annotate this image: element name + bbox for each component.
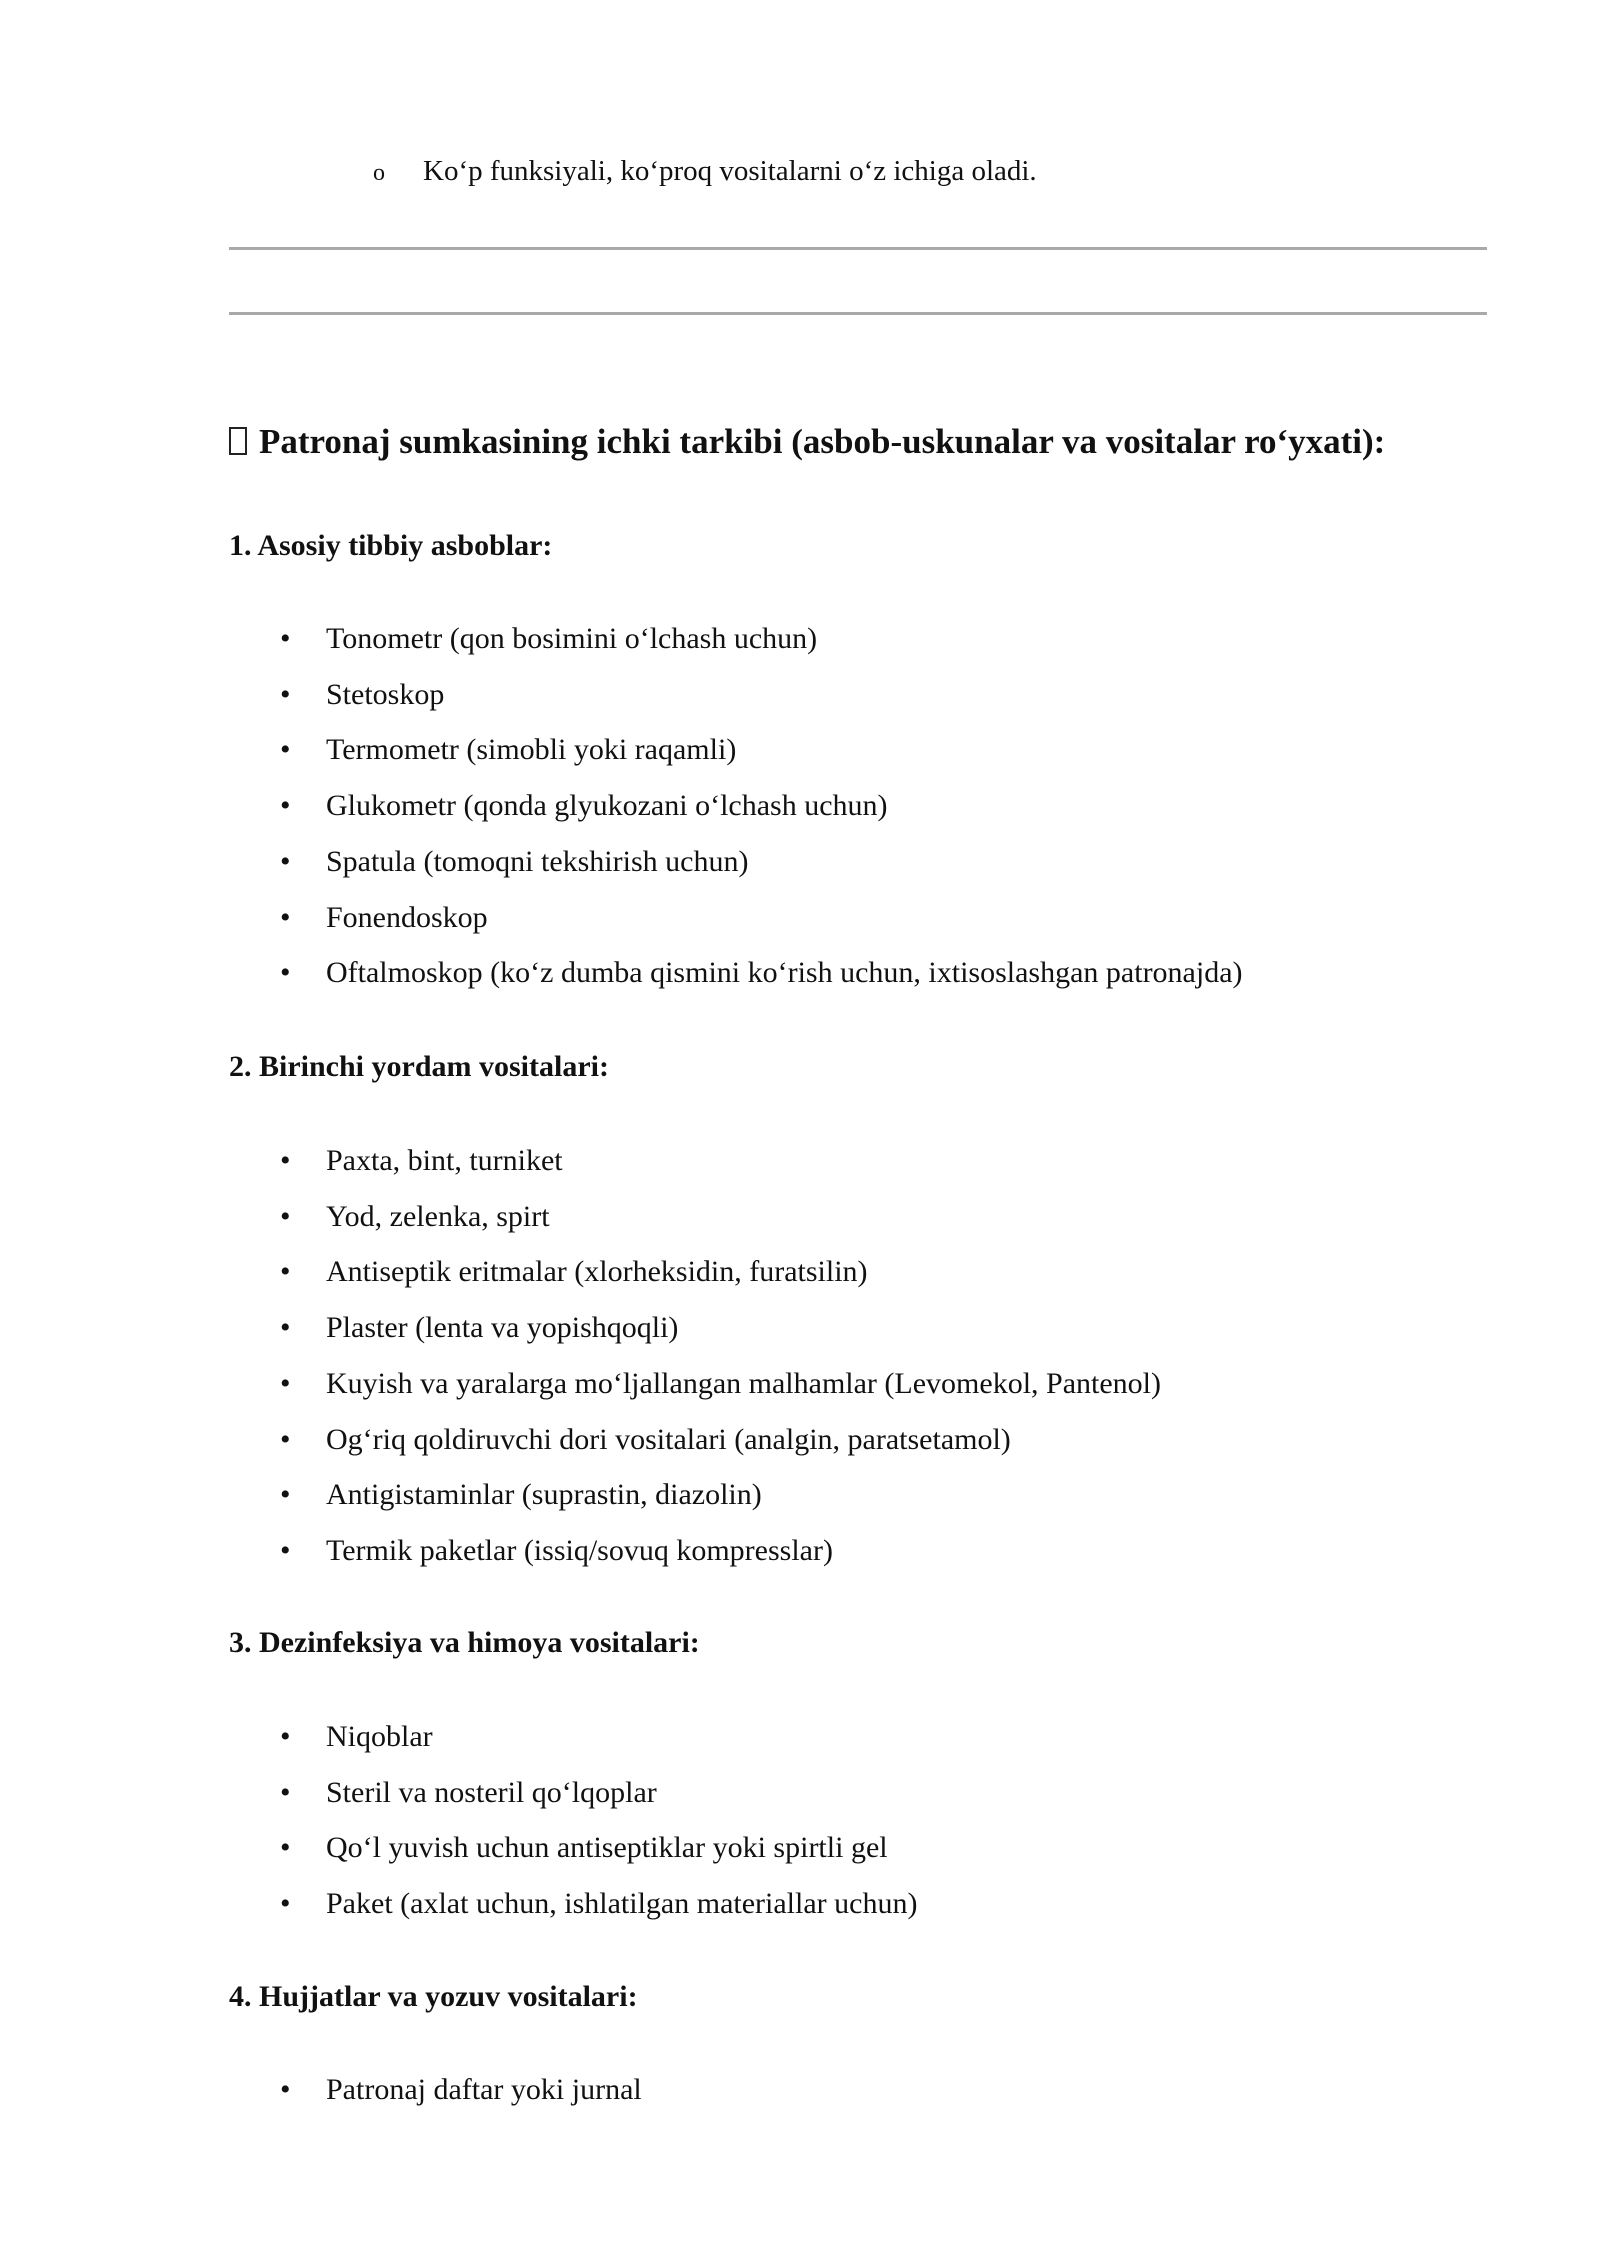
section-heading-4: 4. Hujjatlar va yozuv vositalari: <box>229 1980 638 2013</box>
bullet-icon: • <box>280 1311 291 1345</box>
sub-list-marker: o <box>373 160 385 186</box>
bullet-icon: • <box>280 1144 291 1177</box>
bullet-icon: • <box>280 1775 291 1809</box>
list-item: • Glukometr (qonda glyukozani o‘lchash uchun) <box>280 778 1243 834</box>
bullet-list-1 <box>280 611 1243 1001</box>
list-item: • Antigistaminlar (suprastin, diazolin) <box>280 1467 1161 1523</box>
list-item: • Paxta, bint, turniket <box>280 1133 1161 1189</box>
bullet-icon: • <box>280 900 291 934</box>
list-item: • Fonendoskop <box>280 890 1243 946</box>
section-title <box>229 420 1385 464</box>
bullet-icon: • <box>280 1533 291 1567</box>
sub-list-item <box>373 153 1037 191</box>
list-item: • Steril va nosteril qo‘lqoplar <box>280 1765 917 1821</box>
list-item: • Plaster (lenta va yopishqoqli) <box>280 1300 1161 1356</box>
horizontal-rule <box>229 312 1487 315</box>
list-item: • Niqoblar <box>280 1709 917 1765</box>
bullet-list-2 <box>280 1133 1161 1579</box>
section-title-text: Patronaj sumkasining ichki tarkibi (asbob-uskunalar va vositalar ro‘yxati): <box>259 422 1386 461</box>
list-item: • Patronaj daftar yoki jurnal <box>280 2062 642 2118</box>
sub-list-item-text: Ko‘p funksiyali, ko‘proq vositalarni o‘z ichiga oladi. <box>423 155 1037 187</box>
horizontal-rule <box>229 247 1487 250</box>
bullet-icon: • <box>280 622 291 655</box>
bullet-icon: • <box>280 1887 291 1921</box>
section-heading-1: 1. Asosiy tibbiy asboblar: <box>229 529 553 562</box>
list-item: • Termik paketlar (issiq/sovuq kompresslar) <box>280 1523 1161 1579</box>
list-item: • Oftalmoskop (ko‘z dumba qismini ko‘rish uchun, ixtisoslashgan patronajda) <box>280 945 1243 1001</box>
bullet-icon: • <box>280 844 291 878</box>
list-item: • Yod, zelenka, spirt <box>280 1189 1161 1245</box>
list-item: • Qo‘l yuvish uchun antiseptiklar yoki spirtli gel <box>280 1820 917 1876</box>
list-item: • Spatula (tomoqni tekshirish uchun) <box>280 834 1243 890</box>
list-item: • Tonometr (qon bosimini o‘lchash uchun) <box>280 611 1243 667</box>
bullet-icon: • <box>280 1366 291 1400</box>
bullet-icon: • <box>280 1422 291 1456</box>
bullet-list-3 <box>280 1709 917 1932</box>
bullet-icon: • <box>280 677 291 711</box>
bullet-icon: • <box>280 789 291 823</box>
list-item: • Antiseptik eritmalar (xlorheksidin, furatsilin) <box>280 1244 1161 1300</box>
bullet-icon: • <box>280 1255 291 1289</box>
section-heading-2: 2. Birinchi yordam vositalari: <box>229 1050 609 1083</box>
bullet-icon: • <box>280 1199 291 1233</box>
bullet-icon: • <box>280 956 291 990</box>
list-item: • Og‘riq qoldiruvchi dori vositalari (analgin, paratsetamol) <box>280 1412 1161 1468</box>
bullet-icon: • <box>280 1831 291 1865</box>
bullet-icon: • <box>280 2073 291 2106</box>
bullet-icon: • <box>280 1720 291 1753</box>
list-item: • Paket (axlat uchun, ishlatilgan materiallar uchun) <box>280 1876 917 1932</box>
bullet-icon: • <box>280 733 291 767</box>
list-item: • Termometr (simobli yoki raqamli) <box>280 722 1243 778</box>
list-item: • Stetoskop <box>280 667 1243 723</box>
bullet-icon: • <box>280 1478 291 1512</box>
missing-glyph-icon <box>229 427 247 455</box>
section-heading-3: 3. Dezinfeksiya va himoya vositalari: <box>229 1626 700 1659</box>
list-item: • Kuyish va yaralarga mo‘ljallangan malhamlar (Levomekol, Pantenol) <box>280 1356 1161 1412</box>
bullet-list-4 <box>280 2062 642 2118</box>
